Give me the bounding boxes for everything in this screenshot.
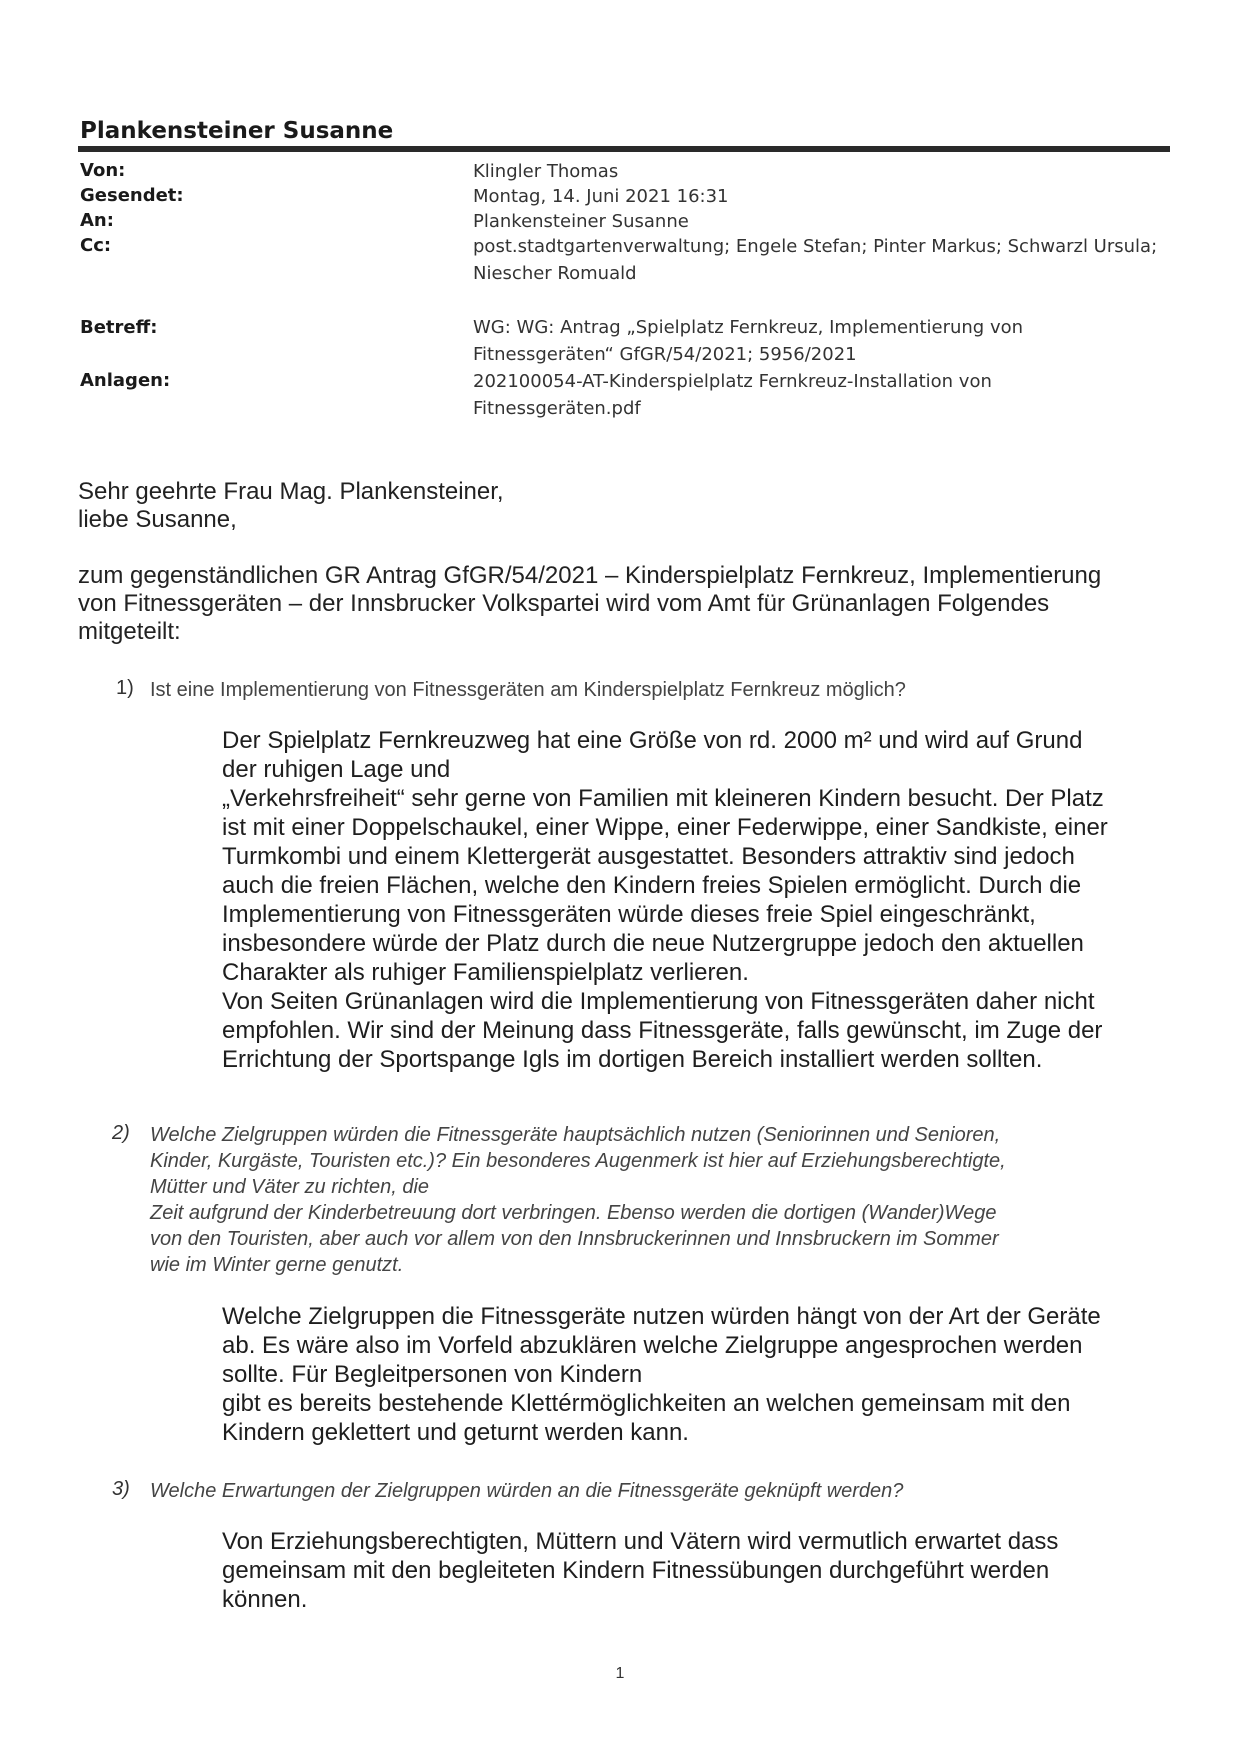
answer-paragraph (222, 726, 1162, 1074)
question-line: Welche Erwartungen der Zielgruppen würden an die Fitnessgeräte geknüpft werden? (150, 1480, 904, 1502)
question-text (150, 677, 1160, 703)
intro-line: zum gegenständlichen GR Antrag GfGR/54/2021 – Kinderspielplatz Fernkreuz, Implementierung (78, 562, 1102, 589)
from-label: Von: (80, 160, 126, 181)
answer-line: ab. Es wäre also im Vorfeld abzuklären welche Zielgruppe angesprochen werden (222, 1332, 1083, 1359)
cc-value (473, 233, 1163, 287)
answer-line: empfohlen. Wir sind der Meinung dass Fitnessgeräte, falls gewünscht, im Zuge der (222, 1017, 1103, 1044)
cc-label: Cc: (80, 235, 112, 256)
answer-line: gibt es bereits bestehende Klettérmöglichkeiten an welchen gemeinsam mit den (222, 1390, 1071, 1417)
salutation-line: liebe Susanne, (78, 506, 237, 533)
intro-line: von Fitnessgeräten – der Innsbrucker Volkspartei wird vom Amt für Grünanlagen Folgendes (78, 590, 1050, 617)
question-number: 1) (116, 677, 134, 699)
answer-line: Von Erziehungsberechtigten, Müttern und Vätern wird vermutlich erwartet dass (222, 1528, 1059, 1555)
cc-value-line: post.stadtgartenverwaltung; Engele Stefan; Pinter Markus; Schwarzl Ursula; (473, 236, 1158, 257)
answer-line: können. (222, 1586, 308, 1613)
question-line: Kinder, Kurgäste, Touristen etc.)? Ein besonderes Augenmerk ist hier auf Erziehungsberechtigte, (150, 1150, 1006, 1172)
to-value: Plankensteiner Susanne (473, 211, 689, 232)
answer-line: gemeinsam mit den begleiteten Kindern Fitnessübungen durchgeführt werden (222, 1557, 1050, 1584)
answer-line: Von Seiten Grünanlagen wird die Implementierung von Fitnessgeräten daher nicht (222, 988, 1095, 1015)
question-line: Ist eine Implementierung von Fitnessgeräten am Kinderspielplatz Fernkreuz möglich? (150, 679, 906, 701)
attachment-link[interactable]: 202100054-AT-Kinderspielplatz Fernkreuz-Installation von (473, 371, 992, 392)
question-line: Zeit aufgrund der Kinderbetreuung dort verbringen. Ebenso werden die dortigen (Wander)Wege (150, 1202, 997, 1224)
intro-paragraph (78, 562, 1168, 646)
answer-line: Implementierung von Fitnessgeräten würde dieses freie Spiel eingeschränkt, (222, 901, 1036, 928)
title-divider (78, 146, 1170, 152)
question-text (150, 1122, 1160, 1278)
answer-line: Welche Zielgruppen die Fitnessgeräte nutzen würden hängt von der Art der Geräte (222, 1303, 1101, 1330)
question-line: von den Touristen, aber auch vor allem von den Innsbruckerinnen und Innsbruckern im Sommer (150, 1228, 999, 1250)
subject-label: Betreff: (80, 317, 158, 338)
answer-line: ist mit einer Doppelschaukel, einer Wippe, einer Federwippe, einer Sandkiste, einer (222, 814, 1108, 841)
salutation (78, 478, 1168, 534)
question-number: 2) (112, 1122, 130, 1144)
page-title: Plankensteiner Susanne (80, 118, 394, 144)
subject-value-line: WG: WG: Antrag „Spielplatz Fernkreuz, Implementierung von (473, 317, 1024, 338)
question-line: Mütter und Väter zu richten, die (150, 1176, 430, 1198)
answer-paragraph (222, 1302, 1162, 1447)
question-line: wie im Winter gerne genutzt. (150, 1254, 404, 1276)
page-number: 1 (615, 1665, 625, 1682)
sent-label: Gesendet: (80, 185, 184, 206)
answer-line: Kindern geklettert und geturnt werden kann. (222, 1419, 689, 1446)
answer-line: sollte. Für Begleitpersonen von Kindern (222, 1361, 643, 1388)
intro-line: mitgeteilt: (78, 618, 181, 645)
answer-line: auch die freien Flächen, welche den Kindern freies Spielen ermöglicht. Durch die (222, 872, 1082, 899)
attachments-label: Anlagen: (80, 370, 171, 391)
attachments-value (473, 368, 1163, 422)
answer-line: Charakter als ruhiger Familienspielplatz verlieren. (222, 959, 749, 986)
answer-line: „Verkehrsfreiheit“ sehr gerne von Familien mit kleineren Kindern besucht. Der Platz (222, 785, 1104, 812)
answer-line: Errichtung der Sportspange Igls im dortigen Bereich installiert werden sollten. (222, 1046, 1043, 1073)
question-line: Welche Zielgruppen würden die Fitnessgeräte hauptsächlich nutzen (Seniorinnen und Senioren, (150, 1124, 1001, 1146)
question-number: 3) (112, 1478, 130, 1500)
from-value: Klingler Thomas (473, 161, 619, 182)
subject-value (473, 314, 1163, 368)
answer-line: Der Spielplatz Fernkreuzweg hat eine Größe von rd. 2000 m² und wird auf Grund (222, 727, 1083, 754)
question-text (150, 1478, 1160, 1504)
sent-value: Montag, 14. Juni 2021 16:31 (473, 186, 729, 207)
subject-value-line: Fitnessgeräten“ GfGR/54/2021; 5956/2021 (473, 344, 857, 365)
answer-line: der ruhigen Lage und (222, 756, 451, 783)
to-label: An: (80, 210, 114, 231)
salutation-line: Sehr geehrte Frau Mag. Plankensteiner, (78, 478, 504, 505)
answer-line: insbesondere würde der Platz durch die neue Nutzergruppe jedoch den aktuellen (222, 930, 1084, 957)
answer-line: Turmkombi und einem Klettergerät ausgestattet. Besonders attraktiv sind jedoch (222, 843, 1075, 870)
cc-value-line: Niescher Romuald (473, 263, 637, 284)
attachment-link[interactable]: Fitnessgeräten.pdf (473, 398, 641, 419)
answer-paragraph (222, 1527, 1162, 1614)
